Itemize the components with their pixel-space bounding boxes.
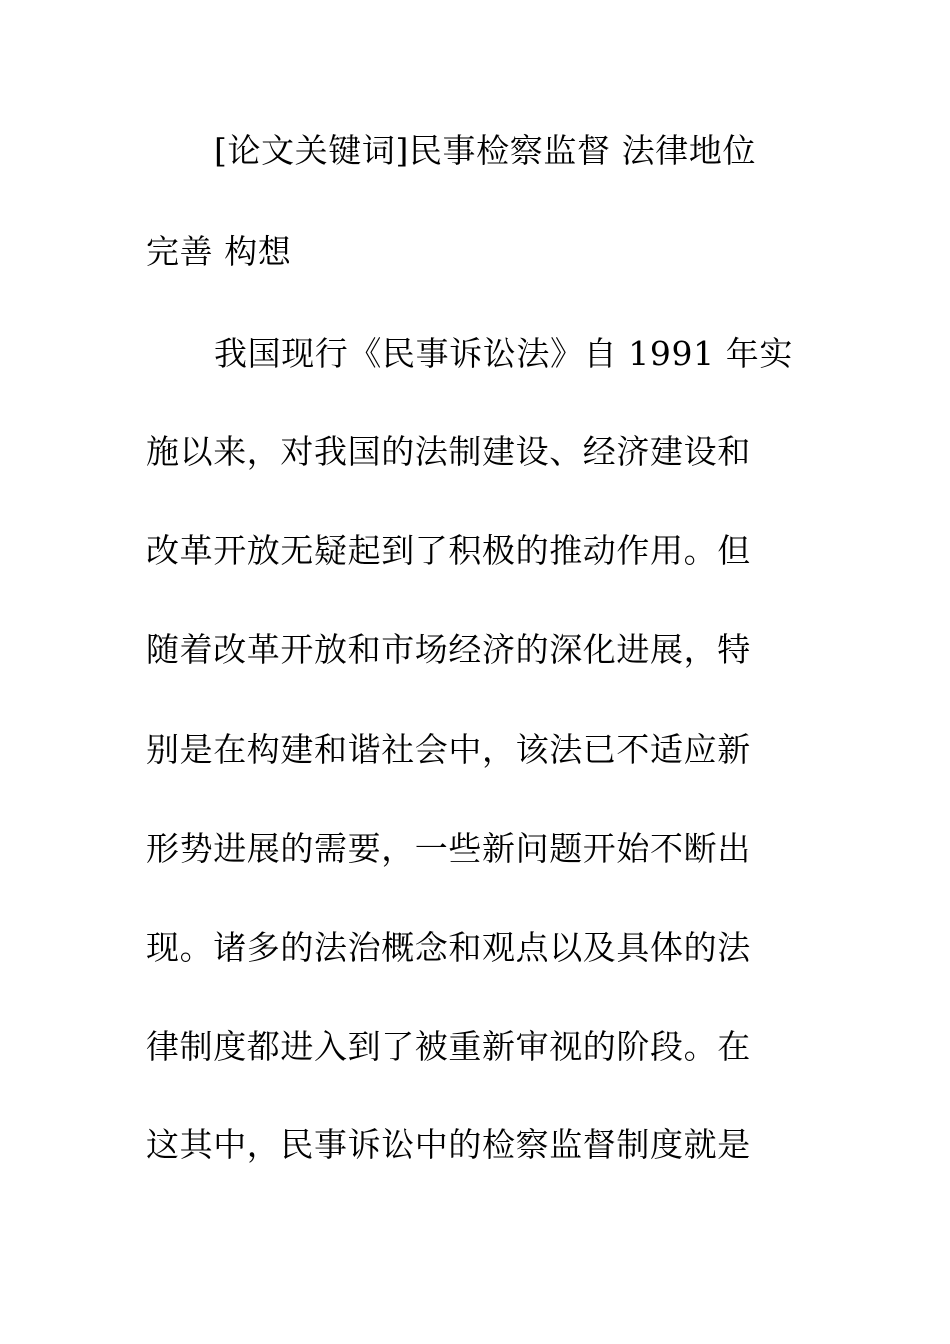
keywords-line: [论文关键词]民事检察监督 法律地位 <box>214 131 757 170</box>
paragraph-line: 我国现行《民事诉讼法》自 1991 年实 <box>214 334 793 373</box>
paragraph-line: 律制度都进入到了被重新审视的阶段。在 <box>146 1027 751 1066</box>
paragraph-line: 形势进展的需要，一些新问题开始不断出 <box>146 829 751 868</box>
paragraph-line: 这其中，民事诉讼中的检察监督制度就是 <box>146 1125 751 1164</box>
keywords-line-continued: 完善 构想 <box>146 232 292 271</box>
paragraph-line: 改革开放无疑起到了积极的推动作用。但 <box>146 531 751 570</box>
paragraph-line: 施以来，对我国的法制建设、经济建设和 <box>146 432 751 471</box>
paragraph-line: 别是在构建和谐社会中，该法已不适应新 <box>146 730 751 769</box>
paragraph-line: 随着改革开放和市场经济的深化进展，特 <box>146 630 751 669</box>
paragraph-line: 现。诸多的法治概念和观点以及具体的法 <box>146 928 751 967</box>
